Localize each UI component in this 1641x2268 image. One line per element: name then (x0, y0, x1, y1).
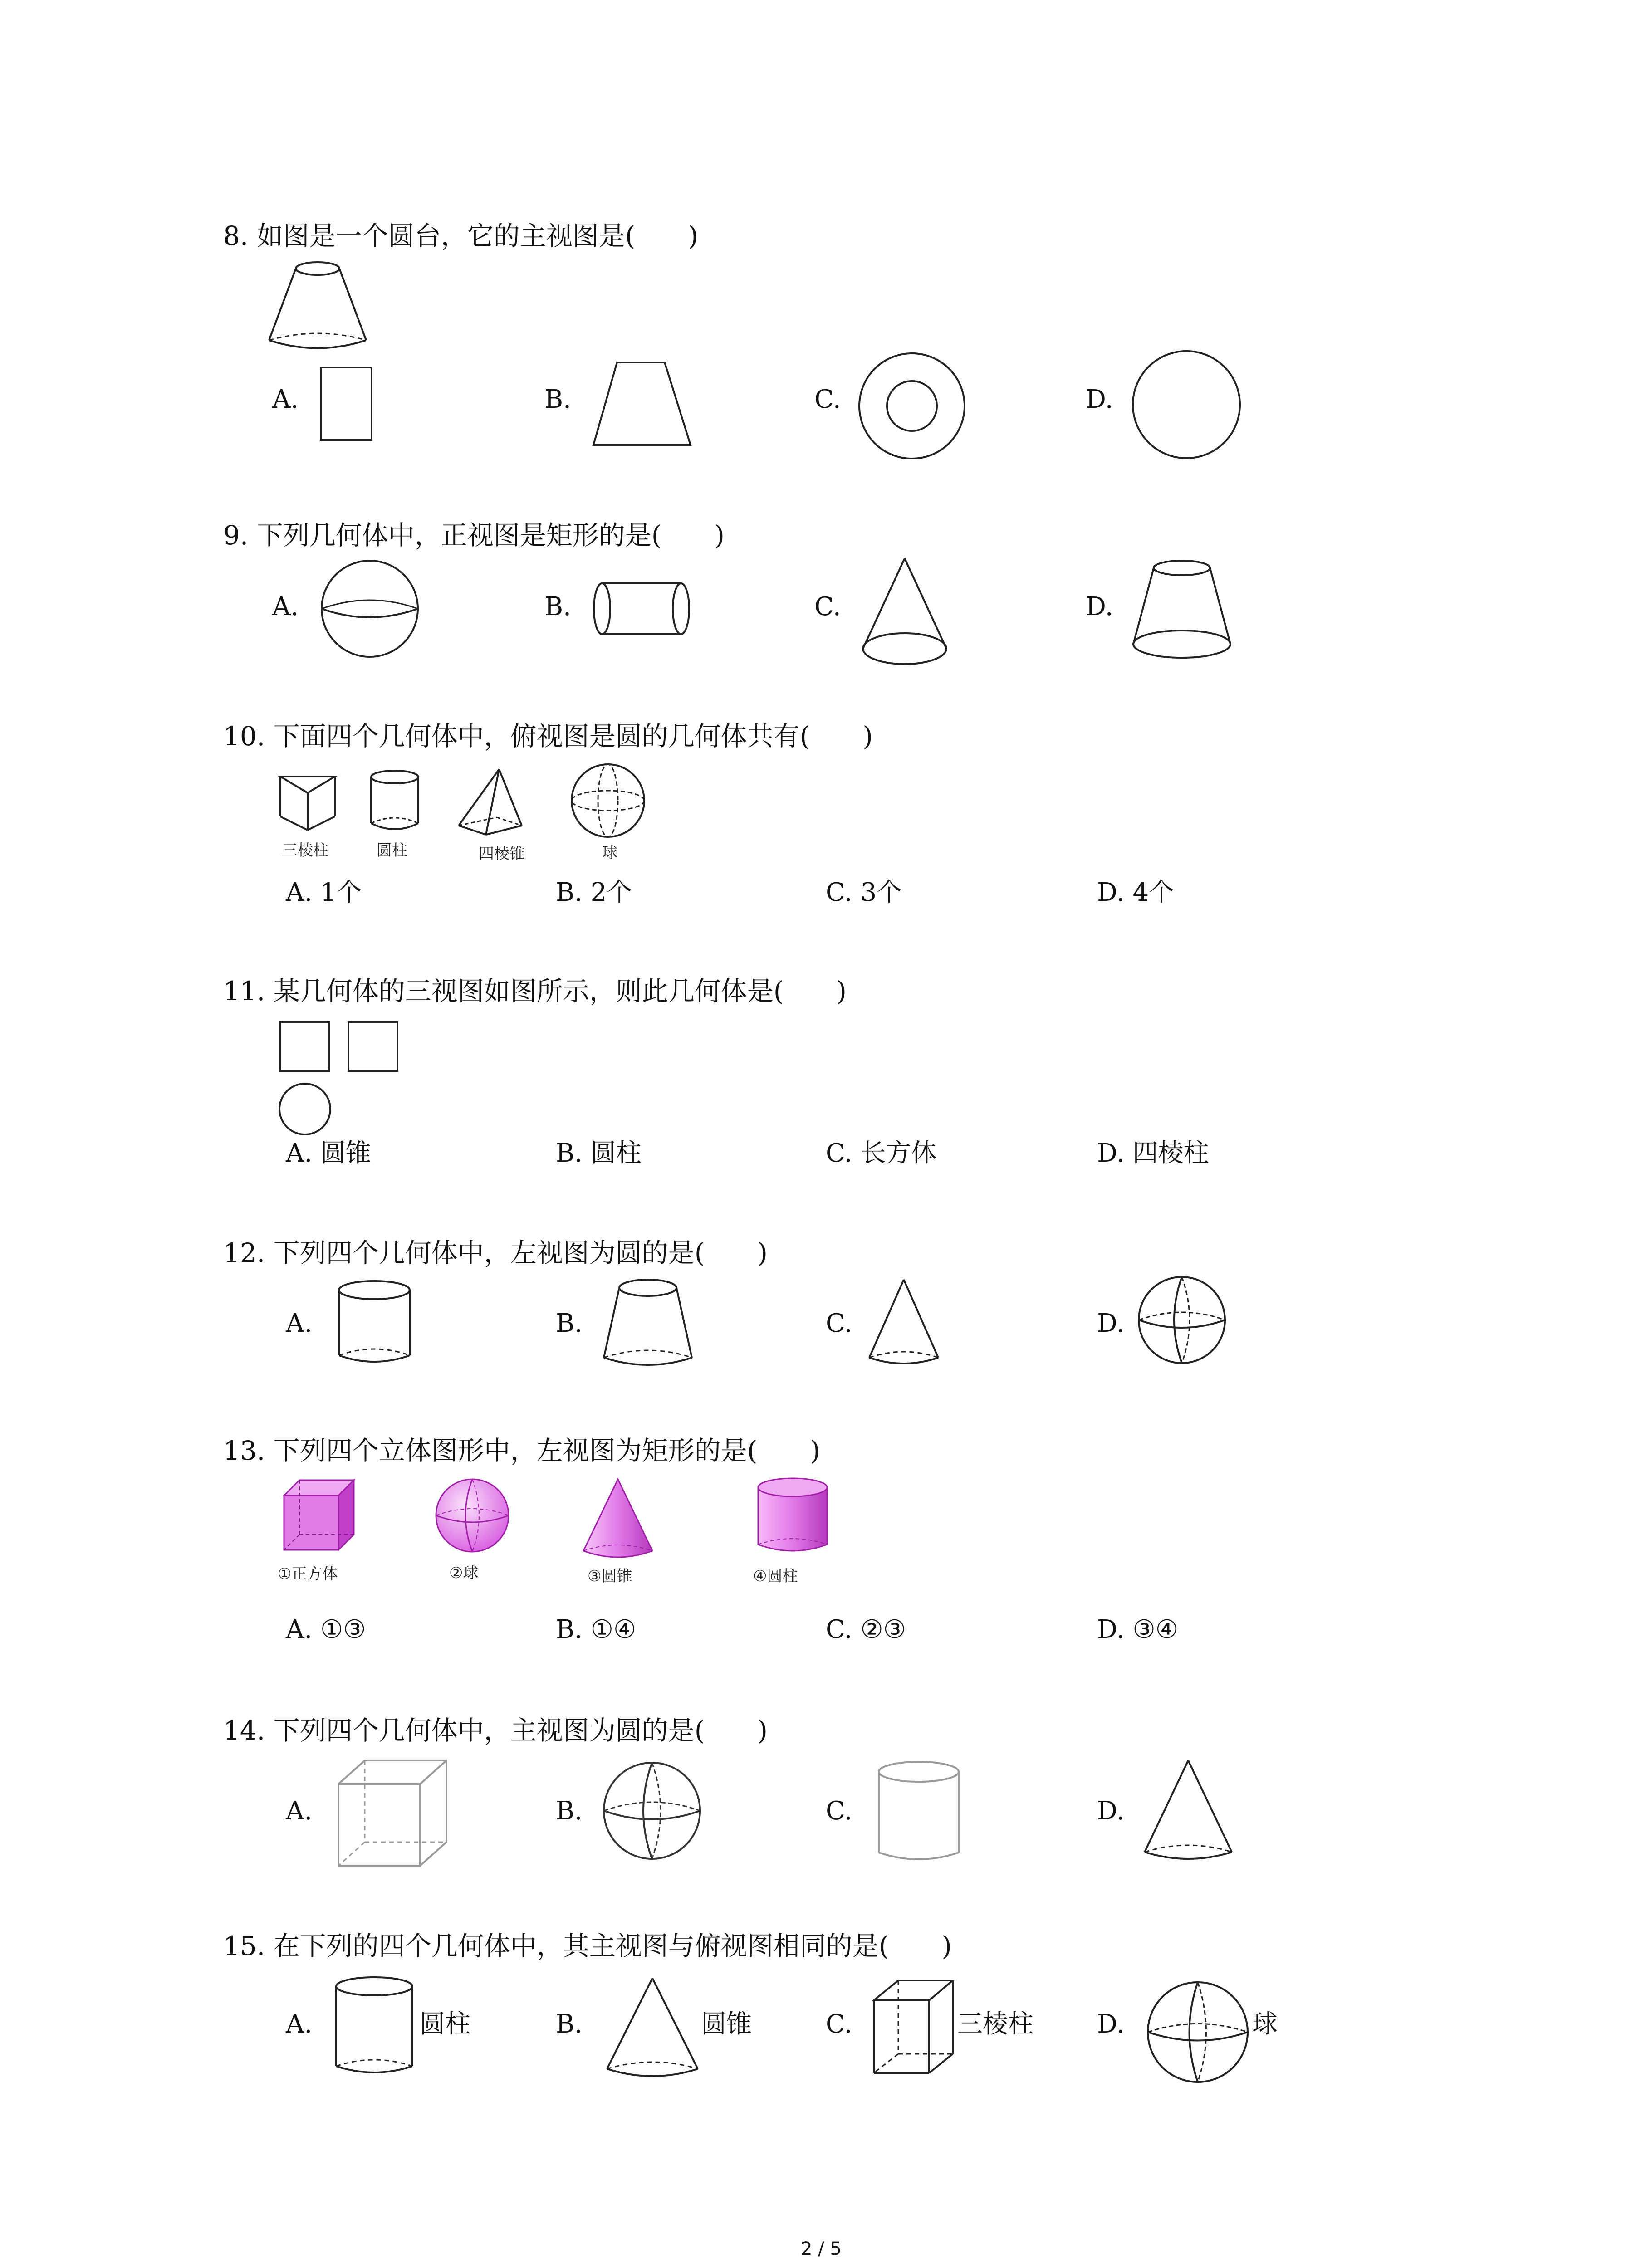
question-number: 11. (223, 976, 265, 1007)
rectangle-figure (320, 367, 374, 444)
question-number: 14. (223, 1715, 265, 1746)
figure-label: ①正方体 (278, 1565, 338, 1583)
cylinder-figure (368, 769, 423, 837)
triangular-prism-figure (277, 771, 340, 835)
question-text: 在下列的四个几何体中，其主视图与俯视图相同的是( ) (273, 1931, 952, 1961)
option-c[interactable]: C. 长方体 (826, 1139, 937, 1168)
question-number: 13. (223, 1435, 265, 1466)
figure-label: ③圆锥 (588, 1567, 632, 1585)
option-b[interactable]: B. (544, 592, 571, 621)
page-number: 2 / 5 (801, 2239, 842, 2259)
cylinder-figure (876, 1760, 966, 1869)
option-a[interactable]: A. (272, 385, 299, 414)
shape-label: 球 (1252, 2009, 1278, 2039)
figure-label: 三棱柱 (282, 841, 328, 860)
option-a[interactable]: A. 圆锥 (286, 1139, 372, 1168)
question-number: 9. (223, 520, 249, 551)
question-text: 下列四个几何体中，左视图为圆的是( ) (273, 1237, 768, 1268)
question-13 (223, 1435, 820, 1466)
question-10 (223, 720, 873, 752)
horizontal-cylinder-figure (592, 581, 696, 640)
question-text: 某几何体的三视图如图所示，则此几何体是( ) (273, 976, 847, 1007)
option-d[interactable]: D. 四棱柱 (1097, 1139, 1209, 1168)
three-view-top-figure (278, 1082, 337, 1141)
option-d[interactable]: D. (1097, 1796, 1125, 1826)
option-b[interactable]: B. (556, 1309, 583, 1338)
figure-label: ②球 (449, 1564, 479, 1582)
option-b[interactable]: B. (544, 385, 571, 414)
figure-label: 四棱锥 (479, 845, 525, 863)
sphere-figure (569, 762, 651, 844)
concentric-circles-figure (857, 352, 971, 465)
question-8 (223, 220, 698, 252)
option-a[interactable]: A. (272, 592, 299, 621)
pink-cone-figure (581, 1476, 658, 1567)
frustum-figure (1130, 558, 1234, 667)
cylinder-figure (333, 1975, 420, 2084)
option-d[interactable]: D. 4个 (1097, 878, 1175, 907)
trapezoid-figure (590, 361, 694, 451)
option-b[interactable]: B. ①④ (556, 1615, 637, 1644)
option-a[interactable]: A. ①③ (286, 1615, 366, 1644)
three-view-side-figure (347, 1021, 402, 1075)
question-text: 下列四个立体图形中，左视图为矩形的是( ) (273, 1435, 820, 1466)
option-c[interactable]: C. (826, 2009, 852, 2039)
question-text: 下列四个几何体中，主视图为圆的是( ) (273, 1715, 768, 1746)
figure-label: 圆柱 (377, 841, 407, 860)
option-c[interactable]: C. ②③ (826, 1615, 906, 1644)
option-d[interactable]: D. (1086, 592, 1113, 621)
question-11 (223, 975, 847, 1007)
pink-sphere-figure (433, 1476, 515, 1558)
frustum-figure (601, 1277, 696, 1377)
option-d[interactable]: D. (1097, 1309, 1125, 1338)
option-d[interactable]: D. ③④ (1097, 1615, 1178, 1644)
triangular-prism-figure (871, 1978, 957, 2082)
option-d[interactable]: D. (1086, 385, 1113, 414)
question-text: 如图是一个圆台，它的主视图是( ) (256, 220, 699, 251)
option-b[interactable]: B. (556, 2009, 583, 2039)
sphere-figure (1146, 1980, 1254, 2089)
question-number: 10. (223, 721, 265, 752)
option-a[interactable]: A. (286, 2009, 313, 2039)
figure-label: 球 (602, 844, 617, 862)
question-14 (223, 1715, 768, 1746)
cone-figure (603, 1975, 703, 2089)
option-a[interactable]: A. (286, 1309, 313, 1338)
cone-figure (867, 1277, 944, 1377)
figure-label: ④圆柱 (753, 1567, 798, 1585)
question-number: 8. (223, 220, 249, 251)
option-b[interactable]: B. (556, 1796, 583, 1826)
question-15 (223, 1930, 952, 1962)
option-b[interactable]: B. 2个 (556, 878, 632, 907)
option-b[interactable]: B. 圆柱 (556, 1139, 642, 1168)
question-9 (223, 519, 725, 551)
option-d[interactable]: D. (1097, 2009, 1125, 2039)
cone-figure (1141, 1758, 1236, 1871)
option-a[interactable]: A. 1个 (286, 878, 362, 907)
cone-figure (857, 556, 953, 669)
pink-cylinder-figure (755, 1476, 833, 1563)
option-c[interactable]: C. (814, 592, 841, 621)
question-12 (223, 1237, 768, 1269)
sphere-figure (601, 1760, 705, 1864)
option-c[interactable]: C. (826, 1309, 852, 1338)
question-text: 下面四个几何体中，俯视图是圆的几何体共有( ) (273, 721, 873, 752)
cube-figure (336, 1758, 454, 1876)
option-c[interactable]: C. (826, 1796, 852, 1826)
option-c[interactable]: C. 3个 (826, 878, 902, 907)
shape-label: 三棱柱 (957, 2009, 1034, 2039)
three-view-front-figure (279, 1021, 333, 1075)
sphere-figure (1136, 1275, 1232, 1370)
sphere-figure (320, 558, 424, 662)
question-text: 下列几何体中，正视图是矩形的是( ) (256, 520, 725, 551)
circle-figure (1132, 349, 1245, 463)
option-a[interactable]: A. (286, 1796, 313, 1826)
frustum-figure (265, 259, 370, 354)
shape-label: 圆锥 (701, 2009, 752, 2039)
shape-label: 圆柱 (420, 2009, 470, 2039)
cylinder-figure (336, 1279, 417, 1370)
question-number: 12. (223, 1237, 265, 1268)
pyramid-figure (456, 767, 529, 844)
pink-cube-figure (281, 1476, 363, 1558)
question-number: 15. (223, 1931, 265, 1961)
option-c[interactable]: C. (814, 385, 841, 414)
